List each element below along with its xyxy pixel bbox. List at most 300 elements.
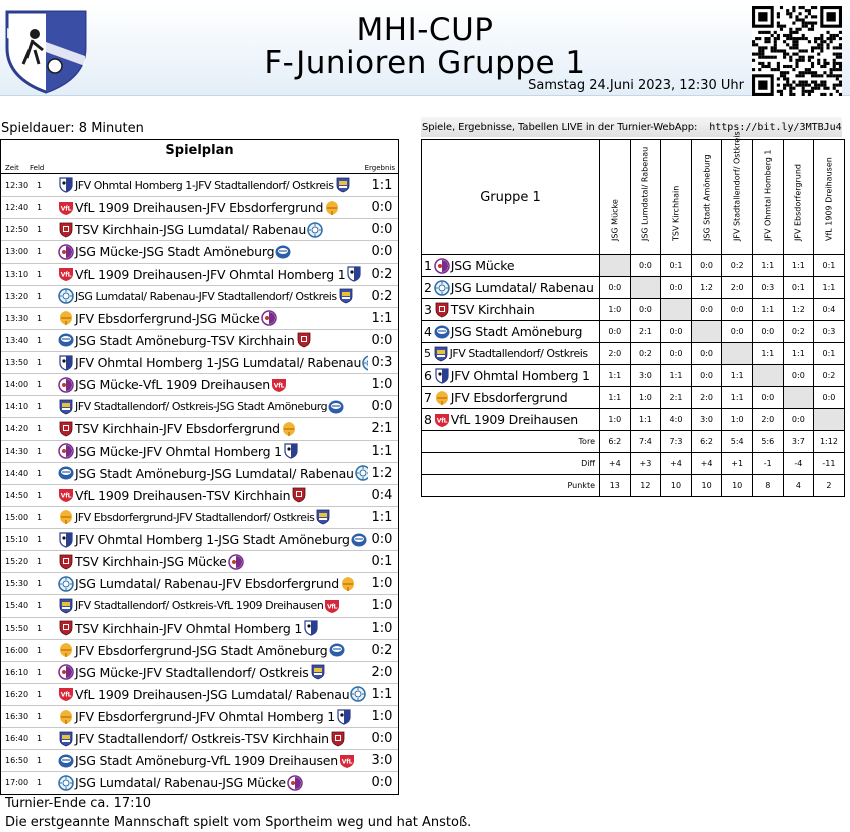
group-col-header: [722, 131, 753, 255]
group-stat-value: 3:7: [783, 431, 814, 453]
match-time: 15:40: [5, 601, 29, 611]
match-teams: [57, 332, 368, 348]
home-team: JSG Stadt Amöneburg: [75, 753, 207, 769]
match-field: 1: [37, 557, 43, 567]
group-team-label: [422, 280, 599, 296]
match-time: 14:10: [5, 402, 29, 412]
group-col-header: [691, 140, 722, 255]
ebsdorfergrund-icon: [58, 642, 74, 658]
match-score: 3:0: [371, 753, 393, 769]
kirchhain-icon: [296, 332, 312, 348]
match-score: 0:3: [371, 355, 393, 371]
team-separator: -: [138, 443, 143, 459]
group-result-cell: 1:1: [630, 409, 661, 431]
ohmtal-icon: [283, 443, 299, 459]
muecke-icon: [287, 775, 303, 791]
match-score: 1:1: [371, 177, 393, 193]
schedule-header: [1, 140, 398, 174]
group-result-cell: 3:0: [630, 365, 661, 387]
qr-code-icon[interactable]: [752, 6, 842, 96]
team-separator: -: [158, 421, 164, 437]
group-team-row: [422, 321, 845, 343]
match-teams: [57, 509, 368, 525]
group-stat-value: 13: [600, 475, 631, 497]
team-separator: -: [158, 222, 164, 238]
group-row-punkte: [422, 475, 845, 497]
match-field: 1: [37, 623, 43, 633]
group-team-name: JSG Lumdatal/ Rabenau: [450, 280, 594, 295]
match-time: 12:40: [5, 203, 29, 213]
group-team-cell: [422, 365, 600, 387]
match-field: 1: [37, 712, 43, 722]
match-row: [1, 594, 398, 616]
page-subtitle: F-Junioren Gruppe 1: [264, 45, 586, 81]
match-score: 2:0: [371, 664, 393, 680]
lumdatal-icon: [307, 222, 323, 238]
group-result-cell: 0:0: [691, 365, 722, 387]
group-stat-value: 6:2: [600, 431, 631, 453]
group-col-team: JSG Mücke: [610, 199, 620, 241]
team-separator: -: [138, 377, 143, 393]
away-team: JFV Ohmtal Homberg 1: [196, 709, 336, 725]
match-score: 1:1: [371, 686, 393, 702]
team-separator: -: [206, 332, 211, 348]
group-col-team: JFV Stadtallendorf/ Ostkreis: [732, 131, 742, 241]
away-team: TSV Kirchhain: [206, 487, 291, 503]
amoeneburg-icon: [275, 244, 291, 260]
svg-text:VfL: VfL: [341, 758, 353, 766]
group-result-cell: 2:0: [722, 277, 753, 299]
dreihausen-icon: [58, 266, 74, 282]
group-team-name: JFV Ohmtal Homberg 1: [450, 368, 590, 383]
match-time: 13:20: [5, 291, 29, 301]
group-team-row: [422, 387, 845, 409]
group-result-cell: 2:0: [600, 343, 631, 365]
group-result-cell: 1:1: [722, 365, 753, 387]
match-time: 16:10: [5, 667, 29, 677]
live-text: Spiele, Ergebnisse, Tabellen LIVE in der Turnier-WebApp:: [422, 121, 698, 133]
match-field: 1: [37, 756, 43, 766]
svg-text:VfL: VfL: [273, 382, 285, 390]
kirchhain-icon: [58, 421, 74, 437]
match-score: 1:2: [371, 465, 393, 481]
kirchhain-icon: [330, 731, 346, 747]
lumdatal-icon: [58, 288, 74, 304]
group-result-cell: 0:0: [783, 365, 814, 387]
home-team: TSV Kirchhain: [75, 554, 159, 570]
group-team-label: [422, 368, 599, 384]
lumdatal-icon: [434, 280, 450, 296]
match-score: 1:0: [371, 598, 393, 614]
match-time: 17:00: [5, 778, 29, 788]
col-time-header: Zeit: [5, 164, 19, 172]
home-team: VfL 1909 Dreihausen: [75, 200, 203, 216]
muecke-icon: [58, 377, 74, 393]
match-field: 1: [37, 579, 43, 589]
home-team: JSG Lumdatal/ Rabenau: [75, 289, 196, 303]
away-team: JFV Stadtallendorf/ Ostkreis: [142, 664, 309, 680]
group-result-cell: 0:0: [752, 321, 783, 343]
match-row: [1, 174, 398, 196]
group-result-cell: 0:0: [630, 299, 661, 321]
group-team-row: [422, 255, 845, 277]
match-teams: [57, 532, 368, 548]
group-team-label: [422, 412, 599, 428]
match-score: 0:0: [371, 399, 393, 415]
group-result-cell: 1:1: [661, 365, 692, 387]
home-team: VfL 1909 Dreihausen: [75, 686, 203, 702]
match-field: 1: [37, 512, 43, 522]
group-col-header: [630, 140, 661, 255]
dreihausen-icon: [58, 686, 74, 702]
group-result-cell: 1:2: [783, 299, 814, 321]
group-result-cell: 1:1: [814, 277, 845, 299]
match-row: [1, 395, 398, 417]
match-teams: [57, 222, 368, 238]
kirchhain-icon: [58, 222, 74, 238]
group-col-team: VfL 1909 Dreihausen: [824, 157, 834, 241]
group-stat-value: +3: [630, 453, 661, 475]
match-score: 1:1: [371, 310, 393, 326]
group-stat-value: 2: [814, 475, 845, 497]
match-time: 13:50: [5, 358, 29, 368]
group-result-cell: 1:0: [630, 387, 661, 409]
team-separator: -: [217, 576, 223, 592]
svg-text:VfL: VfL: [60, 271, 72, 279]
ohmtal-icon: [58, 532, 74, 548]
home-team: JFV Ebsdorfergrund: [75, 310, 192, 326]
group-team-label: [422, 324, 599, 340]
away-team: VfL 1909 Dreihausen: [142, 377, 271, 393]
stadtallendorf-icon: [433, 346, 449, 362]
team-separator: -: [206, 753, 211, 769]
group-result-cell: 0:0: [752, 387, 783, 409]
match-score: 2:1: [371, 421, 393, 437]
match-row: [1, 417, 398, 439]
muecke-icon: [434, 258, 450, 274]
group-result-cell: 0:0: [661, 321, 692, 343]
ebsdorfergrund-icon: [434, 390, 450, 406]
group-result-cell: 0:0: [691, 255, 722, 277]
group-team-label: [422, 390, 599, 406]
match-time: 16:30: [5, 712, 29, 722]
away-team: JSG Stadt Amöneburg: [142, 244, 275, 260]
team-separator: -: [240, 731, 246, 747]
stadtallendorf-icon: [338, 288, 354, 304]
kirchhain-icon: [58, 554, 74, 570]
svg-text:VfL: VfL: [60, 492, 72, 500]
match-score: 1:1: [371, 509, 393, 525]
match-row: [1, 440, 398, 462]
group-team-name: JFV Ebsdorfergrund: [450, 390, 568, 405]
ohmtal-icon: [346, 266, 362, 282]
group-diagonal-cell: [752, 365, 783, 387]
group-team-cell: [422, 409, 600, 431]
group-team-row: [422, 277, 845, 299]
match-row: [1, 639, 398, 661]
team-separator: -: [138, 664, 143, 680]
group-team-name: VfL 1909 Dreihausen: [450, 412, 578, 427]
event-date: Samstag 24.Juni 2023, 12:30 Uhr: [528, 78, 744, 93]
group-table: [421, 131, 845, 497]
match-row: [1, 705, 398, 727]
match-score: 1:0: [371, 377, 393, 393]
tournament-end: Turnier-Ende ca. 17:10: [5, 796, 152, 811]
ebsdorfergrund-icon: [58, 509, 74, 525]
match-row: [1, 661, 398, 683]
svg-text:VfL: VfL: [327, 603, 338, 611]
match-row: [1, 528, 398, 550]
team-separator: -: [213, 400, 217, 414]
away-team: JSG Lumdatal/ Rabenau: [163, 222, 307, 238]
group-rank: 2: [424, 280, 432, 295]
muecke-icon: [58, 244, 74, 260]
match-score: 0:0: [371, 222, 393, 238]
match-score: 1:0: [371, 709, 393, 725]
webapp-link[interactable]: https://bit.ly/3MTBJu4: [709, 121, 842, 133]
match-teams: [57, 288, 368, 304]
match-score: 0:0: [371, 200, 393, 216]
home-team: JSG Lumdatal/ Rabenau: [75, 576, 218, 592]
group-stat-value: +4: [600, 453, 631, 475]
match-time: 14:00: [5, 380, 29, 390]
muecke-icon: [228, 554, 244, 570]
group-rank: 4: [424, 324, 432, 339]
group-stat-value: +4: [691, 453, 722, 475]
group-result-cell: 1:1: [600, 365, 631, 387]
home-team: JFV Ohmtal Homberg 1: [75, 532, 214, 548]
group-col-team: JSG Stadt Amöneburg: [702, 154, 712, 241]
away-team: JFV Stadtallendorf/ Ostkreis: [176, 510, 315, 524]
away-team: JFV Stadtallendorf/ Ostkreis: [195, 178, 334, 192]
group-result-cell: 1:1: [783, 255, 814, 277]
match-row: [1, 307, 398, 329]
kirchhain-icon: [434, 302, 450, 318]
group-result-cell: 2:0: [691, 387, 722, 409]
match-row: [1, 749, 398, 771]
group-team-row: [422, 299, 845, 321]
match-time: 12:50: [5, 225, 29, 235]
group-row-tore: [422, 431, 845, 453]
group-stat-value: 5:4: [722, 431, 753, 453]
kirchhain-icon: [58, 620, 74, 636]
away-team: JFV Stadtallendorf/ Ostkreis: [198, 289, 337, 303]
group-team-label: [422, 302, 599, 318]
stadtallendorf-icon: [58, 598, 74, 614]
match-teams: [57, 598, 368, 614]
match-field: 1: [37, 689, 43, 699]
team-separator: -: [172, 510, 177, 524]
amoeneburg-icon: [351, 532, 367, 548]
group-stat-value: -4: [783, 453, 814, 475]
lumdatal-icon: [58, 775, 74, 791]
group-team-label: [422, 258, 599, 274]
group-stat-value: 10: [661, 475, 692, 497]
group-result-cell: 0:0: [691, 343, 722, 365]
group-team-cell: [422, 299, 600, 321]
group-result-cell: 0:0: [630, 255, 661, 277]
match-teams: [57, 554, 368, 570]
group-result-cell: 0:3: [814, 321, 845, 343]
group-team-row: [422, 365, 845, 387]
group-result-cell: 1:1: [722, 387, 753, 409]
match-row: [1, 617, 398, 639]
ohmtal-icon: [58, 177, 74, 193]
match-row: [1, 240, 398, 262]
group-team-cell: [422, 321, 600, 343]
away-team: JSG Mücke: [196, 310, 260, 326]
group-stat-value: 10: [722, 475, 753, 497]
group-result-cell: 1:0: [600, 299, 631, 321]
match-time: 15:50: [5, 623, 29, 633]
group-result-cell: 0:0: [661, 343, 692, 365]
match-field: 1: [37, 601, 43, 611]
match-score: 0:0: [371, 532, 393, 548]
match-teams: [57, 775, 368, 791]
muecke-icon: [261, 310, 277, 326]
amoeneburg-icon: [434, 324, 450, 340]
match-time: 16:50: [5, 756, 29, 766]
ohmtal-icon: [303, 620, 319, 636]
match-field: 1: [37, 335, 43, 345]
team-separator: -: [138, 244, 143, 260]
ohmtal-icon: [58, 355, 74, 371]
group-col-header: [752, 140, 783, 255]
group-result-cell: 0:0: [783, 409, 814, 431]
team-separator: -: [191, 178, 196, 192]
group-diagonal-cell: [814, 409, 845, 431]
group-result-cell: 0:2: [783, 321, 814, 343]
group-result-cell: 2:1: [630, 321, 661, 343]
match-row: [1, 373, 398, 395]
group-col-header: [600, 140, 631, 255]
home-team: JSG Stadt Amöneburg: [75, 465, 207, 481]
match-time: 14:40: [5, 468, 29, 478]
match-field: 1: [37, 358, 43, 368]
match-teams: [57, 310, 368, 326]
group-rank: 8: [424, 412, 432, 427]
home-team: JSG Mücke: [75, 377, 139, 393]
match-score: 0:4: [371, 487, 393, 503]
away-team: JSG Stadt Amöneburg: [196, 642, 328, 658]
home-team: JFV Ebsdorfergrund: [75, 642, 192, 658]
group-result-cell: 0:0: [600, 321, 631, 343]
group-result-cell: 4:0: [661, 409, 692, 431]
group-diagonal-cell: [691, 321, 722, 343]
muecke-icon: [58, 664, 74, 680]
dreihausen-icon: [434, 412, 450, 428]
match-field: 1: [37, 180, 43, 190]
away-team: JFV Ebsdorfergrund: [206, 200, 324, 216]
group-stat-value: +1: [722, 453, 753, 475]
match-field: 1: [37, 291, 43, 301]
group-rank: 6: [424, 368, 432, 383]
match-field: 1: [37, 734, 43, 744]
home-team: JSG Mücke: [75, 443, 139, 459]
group-result-cell: 0:0: [722, 321, 753, 343]
match-row: [1, 506, 398, 528]
match-field: 1: [37, 667, 43, 677]
home-team: VfL 1909 Dreihausen: [75, 487, 203, 503]
match-field: 1: [37, 247, 43, 257]
match-teams: [57, 576, 368, 592]
match-score: 1:0: [371, 576, 393, 592]
away-team: JFV Ohmtal Homberg 1: [142, 443, 282, 459]
match-row: [1, 285, 398, 307]
group-stat-value: -11: [814, 453, 845, 475]
match-teams: [57, 620, 368, 636]
home-team: JFV Stadtallendorf/ Ostkreis: [75, 599, 214, 613]
match-teams: [57, 244, 368, 260]
group-result-cell: 0:2: [630, 343, 661, 365]
home-team: JFV Ohmtal Homberg 1: [75, 355, 214, 371]
away-team: TSV Kirchhain: [245, 731, 329, 747]
group-diagonal-cell: [630, 277, 661, 299]
match-row: [1, 771, 398, 793]
match-duration: Spieldauer: 8 Minuten: [1, 121, 144, 136]
group-result-cell: 1:2: [691, 277, 722, 299]
match-field: 1: [37, 645, 43, 655]
group-team-name: JSG Stadt Amöneburg: [450, 324, 583, 339]
group-result-cell: 0:3: [752, 277, 783, 299]
away-team: JSG Stadt Amöneburg: [218, 532, 350, 548]
away-team: VfL 1909 Dreihausen: [210, 753, 338, 769]
home-team: JFV Stadtallendorf/ Ostkreis: [75, 731, 241, 747]
group-result-cell: 0:0: [722, 299, 753, 321]
match-field: 1: [37, 313, 43, 323]
group-rank: 3: [424, 302, 432, 317]
match-field: 1: [37, 380, 43, 390]
team-separator: -: [206, 465, 211, 481]
amoeneburg-icon: [58, 753, 74, 769]
page-header: [0, 4, 850, 96]
group-col-team: TSV Kirchhain: [671, 185, 681, 241]
match-teams: [57, 642, 368, 658]
live-webapp-banner: [421, 117, 842, 137]
team-separator: -: [191, 310, 197, 326]
group-stat-value: 5:6: [752, 431, 783, 453]
col-result-header: Ergebnis: [364, 164, 395, 172]
ebsdorfergrund-icon: [340, 576, 356, 592]
group-stat-value: 10: [691, 475, 722, 497]
home-team: JSG Mücke: [75, 664, 139, 680]
ohmtal-icon: [336, 709, 352, 725]
match-row: [1, 196, 398, 218]
match-teams: [57, 177, 368, 193]
match-score: 1:1: [371, 443, 393, 459]
lumdatal-icon: [355, 465, 368, 481]
match-score: 0:2: [371, 288, 393, 304]
group-team-row: [422, 343, 845, 365]
home-team: JSG Mücke: [75, 244, 139, 260]
home-team: TSV Kirchhain: [75, 222, 159, 238]
group-stat-value: 6:2: [691, 431, 722, 453]
team-separator: -: [202, 686, 207, 702]
home-team: JFV Ohmtal Homberg 1: [75, 178, 192, 192]
match-teams: [57, 355, 368, 371]
dreihausen-icon: [324, 598, 340, 614]
match-teams: [57, 709, 368, 725]
group-stat-value: 12: [630, 475, 661, 497]
group-stat-label: Punkte: [422, 475, 600, 497]
group-col-header: [661, 140, 692, 255]
match-time: 13:30: [5, 313, 29, 323]
match-row: [1, 218, 398, 240]
match-score: 0:1: [371, 554, 393, 570]
stadtallendorf-icon: [58, 731, 74, 747]
home-team: JFV Ebsdorfergrund: [75, 510, 173, 524]
away-team: JSG Stadt Amöneburg: [216, 400, 328, 414]
